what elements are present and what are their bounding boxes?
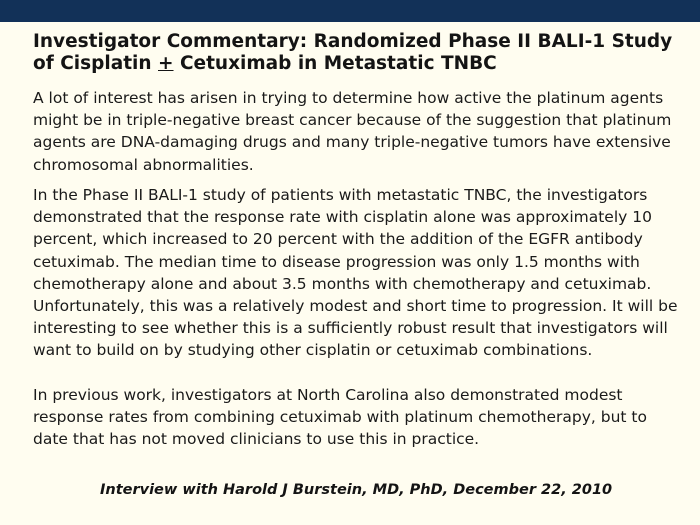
title-text-start: Investigator Commentary: Randomized Phase II BALI-1 Study of Cisplatin: [33, 31, 673, 74]
paragraph-previous-work: In previous work, investigators at North Carolina also demonstrated modest response rates from combining cetuximab with platinum chemotherapy, but to date that has not moved clinicians to use this in practice.: [33, 386, 647, 449]
header-bar: [0, 0, 700, 22]
paragraph-bali1-results: In the Phase II BALI-1 study of patients with metastatic TNBC, the investigators demonstrated that the response rate with cisplatin alone was approximately 10 percent, which increased to 20 percent with the addition of the EGFR antibody cetuximab. The median time to disease progression was only 1.5 months with chemotherapy alone and about 3.5 months with chemotherapy and cetuximab. Unfortunately, this was a relatively modest and short time to progression. It will be interesting to see whether this is a sufficiently robust result that investigators will want to build on by studying other cisplatin or cetuximab combinations.: [33, 186, 678, 360]
title-plus-sign: +: [158, 53, 174, 74]
paragraph-intro: A lot of interest has arisen in trying to determine how active the platinum agents might be in triple-negative breast cancer because of the suggestion that platinum agents are DNA-damaging drugs and many triple-negative tumors have extensive chromosomal abnormalities.: [33, 89, 672, 174]
interview-attribution: Interview with Harold J Burstein, MD, PhD, December 22, 2010: [100, 482, 613, 498]
slide-title: [33, 31, 673, 75]
title-text-end: Cetuximab in Metastatic TNBC: [173, 53, 497, 74]
